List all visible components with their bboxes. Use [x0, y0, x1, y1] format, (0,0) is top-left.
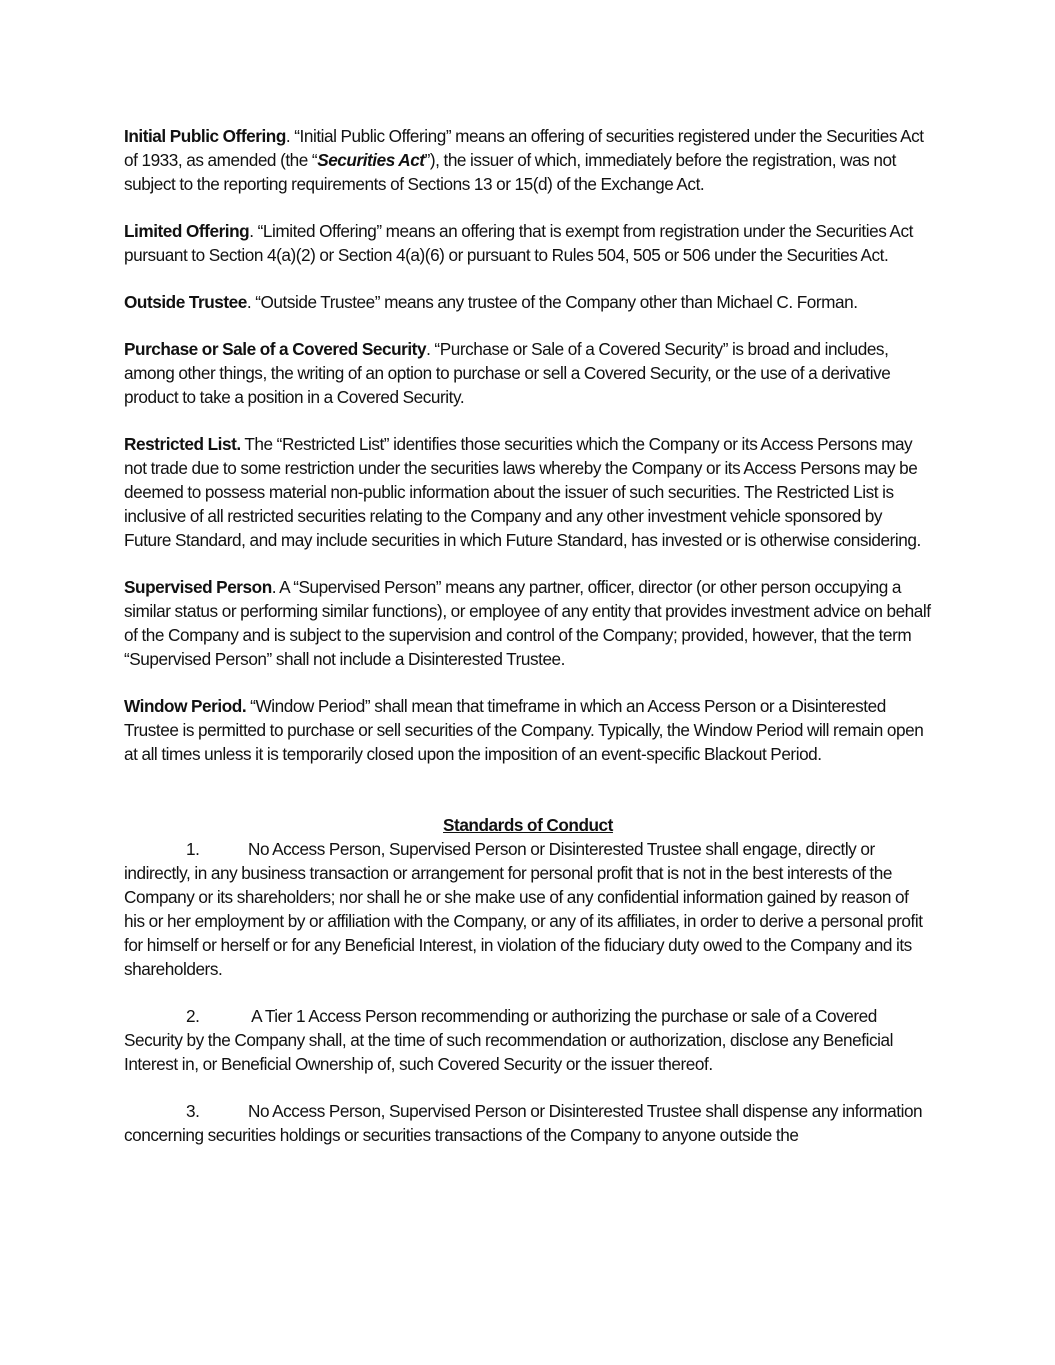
definition-text: A “Supervised Person” means any partner, officer, director (or other person occupying a similar status or performing similar functions), or employee of any entity that provides investment advice on behalf of the Company and is subject to the supervision and control of the Company; provided, however, that the term “Supervised Person” shall not include a Disinterested Trustee. [124, 577, 931, 669]
definition-term: Limited Offering [124, 221, 250, 241]
definition-term-punctuation: . [426, 339, 431, 359]
definition-term: Restricted List. [124, 434, 241, 454]
definition-initial-public-offering [124, 124, 932, 196]
definition-purchase-or-sale [124, 337, 932, 409]
standard-item-2 [124, 1004, 932, 1076]
definition-term-punctuation: . [285, 126, 291, 146]
defined-term-emphasis: Securities Act [317, 150, 425, 170]
definition-supervised-person [124, 575, 932, 671]
section-heading-standards-of-conduct: Standards of Conduct [443, 815, 613, 835]
standard-item-text: A Tier 1 Access Person recommending or authorizing the purchase or sale of a Covered Security by the Company shall, at the time of such recommendation or authorization, disclose any Beneficial Interest in, or Beneficial Ownership of, such Covered Security or the issuer thereof. [124, 1006, 893, 1074]
definition-text: “Initial Public Offering” means an offering of securities registered under the Securities Act of 1933, as amended (the “ [124, 126, 924, 170]
standard-item-1 [124, 837, 932, 981]
definition-restricted-list [124, 432, 932, 552]
definition-window-period [124, 694, 932, 766]
definition-term: Initial Public Offering [124, 126, 286, 146]
standard-item-text: No Access Person, Supervised Person or Disinterested Trustee shall engage, directly or indirectly, in any business transaction or arrangement for personal profit that is not in the best interests of the Company or its shareholders; nor shall he or she make use of any confidential information gained by reason of his or her employment by or affiliation with the Company, or any of its affiliates, in order to derive a personal profit for himself or herself or for any Beneficial Interest, in violation of the fiduciary duty owed to the Company and its shareholders. [124, 839, 923, 979]
definition-limited-offering [124, 219, 932, 267]
standard-item-number: 1. [186, 839, 200, 859]
definition-term: Outside Trustee [124, 292, 247, 312]
standard-item-number: 3. [186, 1101, 200, 1121]
definition-term-punctuation: . [271, 577, 277, 597]
document-page [124, 124, 932, 1170]
definition-text: “Outside Trustee” means any trustee of the Company other than Michael C. Forman. [251, 292, 858, 312]
standard-item-number: 2. [186, 1006, 200, 1026]
definition-text: “Window Period” shall mean that timeframe in which an Access Person or a Disinterested Trustee is permitted to purchase or sell securities of the Company. Typically, the Window Period will remain open at all times unless it is temporarily closed upon the imposition of an event-specific Blackout Period. [124, 696, 924, 764]
definition-term-punctuation: . [246, 292, 252, 312]
definition-text-continued: ”), the issuer of which, immediately before the registration, was not subject to the reporting requirements of Sections 13 or 15(d) of the Exchange Act. [124, 150, 896, 194]
definition-text: “Purchase or Sale of a Covered Security” is broad and includes, among other things, the writing of an option to purchase or sell a Covered Security, or the use of a derivative product to take a position in a Covered Security. [124, 339, 891, 407]
definition-term-punctuation: . [249, 221, 254, 241]
definition-text: “Limited Offering” means an offering that is exempt from registration under the Securities Act pursuant to Section 4(a)(2) or Section 4(a)(6) or pursuant to Rules 504, 505 or 506 under the Securities Act. [124, 221, 913, 265]
definition-outside-trustee [124, 290, 932, 314]
definition-term: Purchase or Sale of a Covered Security [124, 339, 427, 359]
standard-item-3 [124, 1099, 932, 1147]
definition-text: The “Restricted List” identifies those securities which the Company or its Access Persons may not trade due to some restriction under the securities laws whereby the Company or its Access Persons may be deemed to possess material non-public information about the issuer of such securities. The Restricted List is inclusive of all restricted securities relating to the Company and any other investment vehicle sponsored by Future Standard, and may include securities in which Future Standard, has invested or is otherwise considering. [124, 434, 921, 550]
definition-term: Window Period. [124, 696, 247, 716]
definition-term: Supervised Person [124, 577, 272, 597]
standard-item-text: No Access Person, Supervised Person or Disinterested Trustee shall dispense any information concerning securities holdings or securities transactions of the Company to anyone outside the [124, 1101, 923, 1145]
